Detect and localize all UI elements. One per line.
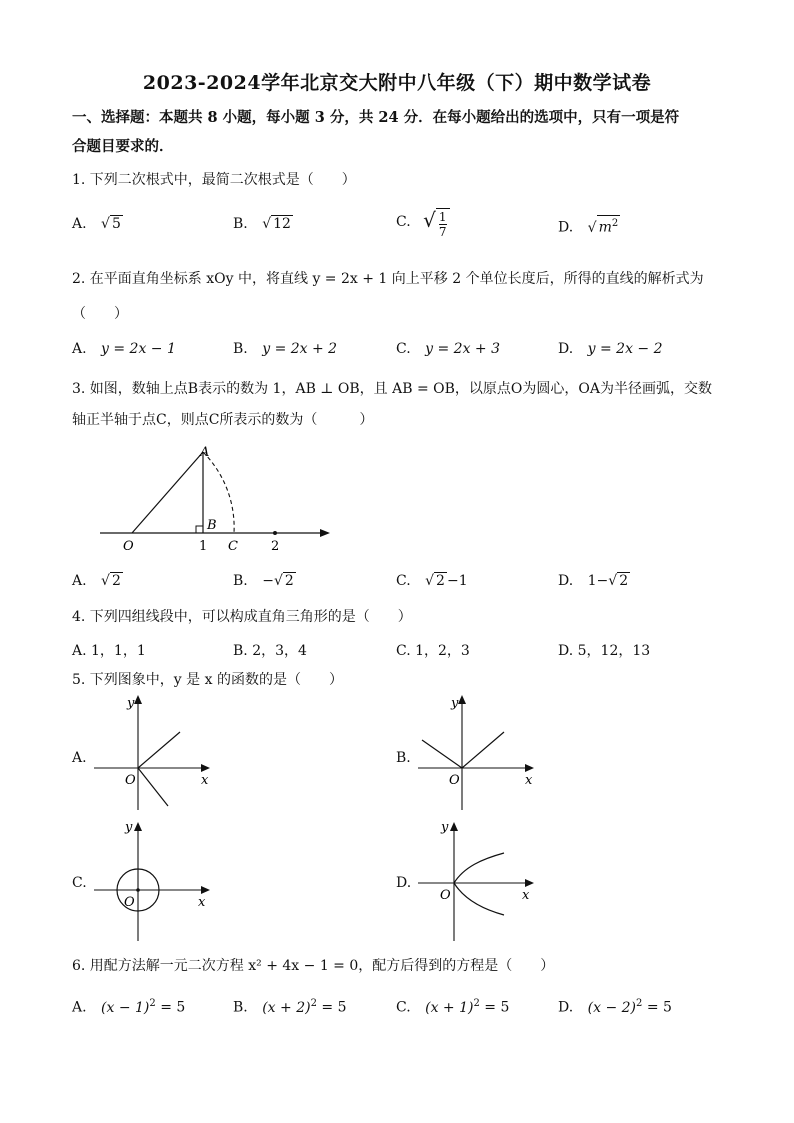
page-title: 2023-2024学年北京交大附中八年级（下）期中数学试卷 <box>142 72 652 94</box>
q1-option-c-denominator: 7 <box>438 225 447 239</box>
q3-option-c-letter: C. <box>396 573 411 589</box>
label-a: A <box>200 445 210 460</box>
q5-graph-a <box>88 690 218 812</box>
q1-option-d-exponent: 2 <box>611 218 619 229</box>
question-2-stem-line2: （ ） <box>72 306 128 322</box>
q2-option-c <box>396 341 500 357</box>
q3-option-a-letter: A. <box>72 573 87 589</box>
q6-option-a-rhs: = 5 <box>155 999 186 1016</box>
q6-option-c-letter: C. <box>396 999 411 1016</box>
y-label: y <box>441 820 449 835</box>
q5-graph-c <box>88 815 218 943</box>
point-two <box>273 531 277 535</box>
q6-option-a-exponent: 2 <box>149 998 156 1009</box>
q6-option-b-base: (x + 2) <box>262 999 311 1016</box>
number-line-figure <box>90 440 350 565</box>
q2-option-c-letter: C. <box>396 341 411 357</box>
number-line-arrow <box>320 529 330 537</box>
q6-option-d-rhs: = 5 <box>642 999 672 1016</box>
q6-option-d-base: (x − 2) <box>587 999 636 1016</box>
label-c: C <box>228 539 238 554</box>
q2-option-a <box>72 341 176 357</box>
section-header <box>72 103 732 161</box>
y-label: y <box>451 696 459 711</box>
q3-option-c-suffix: −1 <box>446 573 468 589</box>
label-two: 2 <box>271 539 280 554</box>
q5-graph-b <box>412 690 542 812</box>
question-3-stem: 3. 如图，数轴上点B表示的数为 1，AB ⊥ OB，且 AB = OB，以原点O为圆心，OA为半径画弧，交数 <box>72 381 712 397</box>
q3-option-b-prefix: − <box>262 573 274 589</box>
question-5-stem: 5. 下列图象中，y 是 x 的函数的是（ ） <box>72 672 343 688</box>
q1-option-a-radicand: 5 <box>111 216 121 232</box>
origin-label: O <box>125 773 136 788</box>
q1-option-b-letter: B. <box>233 216 248 232</box>
q3-option-b: B. −√ 2 <box>233 573 294 589</box>
x-label: x <box>198 895 206 910</box>
ray-lower <box>138 768 168 806</box>
q3-option-c: C. √ 2 −1 <box>396 573 468 589</box>
x-axis-arrow <box>201 764 210 772</box>
origin-label: O <box>440 888 451 903</box>
question-1-stem: 1. 下列二次根式中，最简二次根式是（ ） <box>72 172 356 188</box>
right-angle-mark <box>196 526 203 533</box>
y-axis-arrow <box>134 695 142 704</box>
x-label: x <box>522 888 530 903</box>
q5-graph-d <box>412 815 542 943</box>
q6-option-a-letter: A. <box>72 999 87 1016</box>
q1-option-d-radicand: m <box>598 219 612 236</box>
q2-option-d <box>558 341 663 357</box>
x-axis-arrow <box>525 764 534 772</box>
q1-option-d-letter: D. <box>558 219 574 236</box>
question-4-stem: 4. 下列四组线段中，可以构成直角三角形的是（ ） <box>72 609 412 625</box>
section-header-line2: 合题目要求的． <box>72 138 174 155</box>
q6-option-b <box>233 998 346 1016</box>
center-dot <box>136 888 140 892</box>
q3-option-c-radicand: 2 <box>436 573 445 589</box>
question-6-stem: 6. 用配方法解一元二次方程 x² + 4x − 1 = 0，配方后得到的方程是（ ） <box>72 958 555 974</box>
section-header-line1: 一、选择题：本题共 8 小题，每小题 3 分，共 24 分．在每小题给出的选项中，只有一项是符 <box>72 109 680 126</box>
ray-right <box>462 732 504 768</box>
q1-option-a: A. √ 5 <box>72 216 121 232</box>
q6-option-c <box>396 998 509 1016</box>
origin-label: O <box>124 895 135 910</box>
q2-option-d-text: y = 2x − 2 <box>587 341 663 357</box>
q3-option-d-radicand: 2 <box>619 573 629 589</box>
q3-option-d-prefix: 1− <box>587 573 609 589</box>
question-3-stem-line2: 轴正半轴于点C，则点C所表示的数为（ ） <box>72 412 374 428</box>
q1-option-c-letter: C. <box>396 214 411 230</box>
y-label: y <box>125 820 133 835</box>
q3-option-b-radicand: 2 <box>284 573 294 589</box>
label-o: O <box>123 539 134 554</box>
q1-option-b: B. √ 12 <box>233 216 291 232</box>
y-label: y <box>127 696 135 711</box>
q1-option-d: D. √ $m^2$ <box>558 215 620 236</box>
q2-option-c-text: y = 2x + 3 <box>425 341 501 357</box>
q2-option-b-letter: B. <box>233 341 248 357</box>
q5-option-d-letter: D. <box>396 875 412 891</box>
x-label: x <box>525 773 533 788</box>
label-one: 1 <box>199 539 208 554</box>
q1-option-a-letter: A. <box>72 216 87 232</box>
q2-option-a-text: y = 2x − 1 <box>101 341 176 357</box>
label-b: B <box>207 518 217 533</box>
question-2-stem: 2. 在平面直角坐标系 xOy 中，将直线 y = 2x + 1 向上平移 2 个单位长度后，所得的直线的解析式为 <box>72 271 704 287</box>
q3-option-b-letter: B. <box>233 573 248 589</box>
q3-option-d-letter: D. <box>558 573 574 589</box>
parabola-curve <box>454 853 504 915</box>
y-axis-arrow <box>134 822 142 831</box>
q5-option-b-letter: B. <box>396 750 411 766</box>
segment-oa <box>132 452 203 533</box>
q2-option-d-letter: D. <box>558 341 574 357</box>
q6-option-d-letter: D. <box>558 999 574 1016</box>
x-axis-arrow <box>201 886 210 894</box>
y-axis-arrow <box>458 695 466 704</box>
q6-option-d <box>558 998 672 1016</box>
q1-option-c-numerator: 1 <box>438 210 447 224</box>
q3-option-d: D. 1−√ 2 <box>558 573 629 589</box>
q5-option-c-letter: C. <box>72 875 87 891</box>
q1-option-c: C. √ $\frac{1}{7}$ <box>396 208 450 240</box>
q4-option-c: C. 1，2，3 <box>396 643 470 659</box>
q2-option-a-letter: A. <box>72 341 87 357</box>
q6-option-c-exponent: 2 <box>473 998 480 1009</box>
q6-option-b-exponent: 2 <box>310 998 317 1009</box>
q6-option-d-exponent: 2 <box>636 998 643 1009</box>
q4-option-b: B. 2，3，4 <box>233 643 307 659</box>
q6-option-b-letter: B. <box>233 999 248 1016</box>
y-axis-arrow <box>450 822 458 831</box>
x-axis-arrow <box>525 879 534 887</box>
q4-option-a: A. 1，1，1 <box>72 643 146 659</box>
q3-option-a-radicand: 2 <box>111 573 121 589</box>
q5-option-a-letter: A. <box>72 750 87 766</box>
origin-label: O <box>449 773 460 788</box>
q6-option-a <box>72 998 185 1016</box>
q2-option-b <box>233 341 337 357</box>
q4-option-d: D. 5，12，13 <box>558 643 651 659</box>
q6-option-b-rhs: = 5 <box>316 999 347 1016</box>
q6-option-a-base: (x − 1) <box>101 999 150 1016</box>
x-label: x <box>201 773 209 788</box>
q6-option-c-base: (x + 1) <box>425 999 474 1016</box>
ray-upper <box>138 732 180 768</box>
q1-option-b-radicand: 12 <box>273 216 291 232</box>
q3-option-a: A. √ 2 <box>72 573 121 589</box>
ray-left <box>422 740 462 768</box>
q2-option-b-text: y = 2x + 2 <box>262 341 338 357</box>
q6-option-c-rhs: = 5 <box>479 999 510 1016</box>
